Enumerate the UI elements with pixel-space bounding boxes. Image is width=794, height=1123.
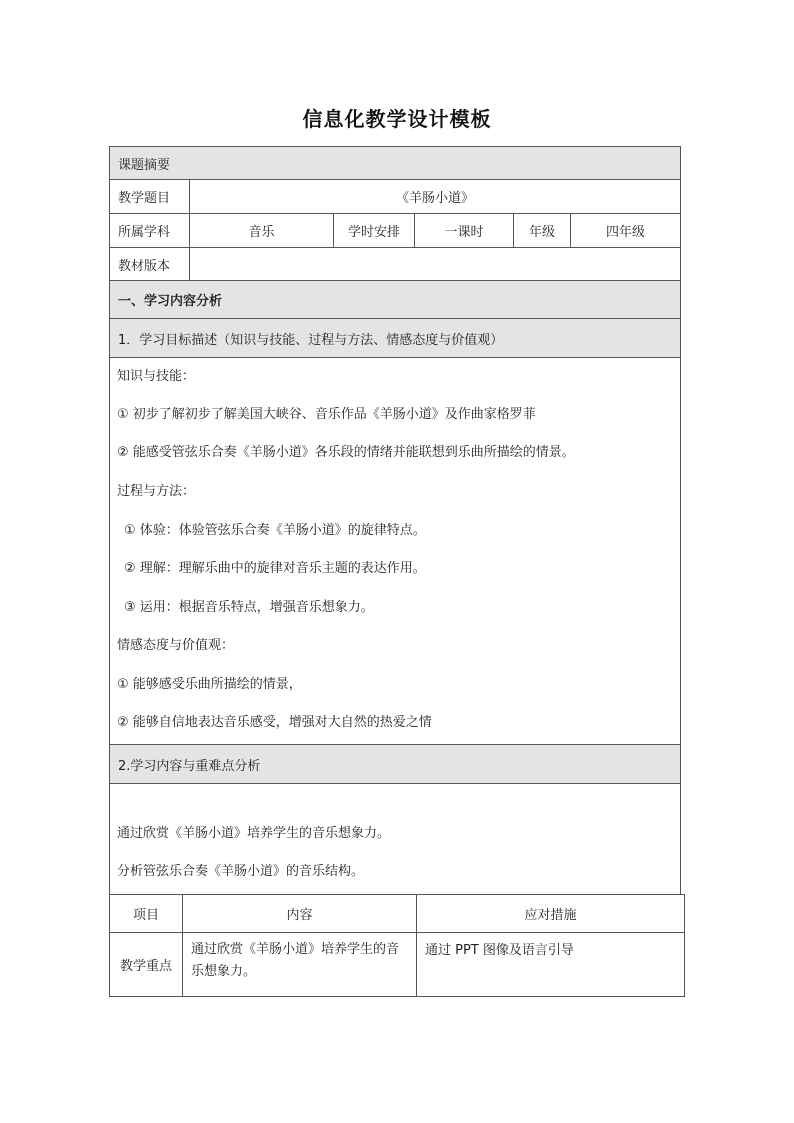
- subject-label: 所属学科: [109, 213, 190, 248]
- process-item-3: ③ 运用：根据音乐特点，增强音乐想象力。: [124, 600, 374, 615]
- summary-header: 课题摘要: [109, 146, 681, 180]
- knowledge-item-1: ① 初步了解初步了解美国大峡谷、音乐作品《羊肠小道》及作曲家格罗菲: [117, 407, 536, 422]
- topic-label: 教学题目: [109, 179, 190, 214]
- page-title: 信息化教学设计模板: [302, 107, 492, 131]
- emotion-item-1: ① 能够感受乐曲所描绘的情景，: [117, 677, 302, 692]
- knowledge-label: 知识与技能：: [117, 369, 196, 384]
- hours-value: 一课时: [414, 213, 514, 248]
- analysis-line-2: 分析管弦乐合奏《羊肠小道》的音乐结构。: [117, 864, 365, 879]
- process-item-1: ① 体验：体验管弦乐合奏《羊肠小道》的旋律特点。: [124, 523, 426, 538]
- table-cell-content: 通过欣赏《羊肠小道》培养学生的音乐想象力。: [182, 932, 417, 997]
- analysis-line-1: 通过欣赏《羊肠小道》培养学生的音乐想象力。: [117, 826, 391, 841]
- goals-header: 1．学习目标描述（知识与技能、过程与方法、情感态度与价值观）: [109, 318, 681, 358]
- subject-value: 音乐: [189, 213, 334, 248]
- emotion-item-2: ② 能够自信地表达音乐感受，增强对大自然的热爱之情: [117, 715, 432, 730]
- table-header-content: 内容: [182, 894, 417, 933]
- textbook-label: 教材版本: [109, 247, 190, 281]
- table-header-measures: 应对措施: [416, 894, 685, 933]
- section1-header: 一、学习内容分析: [109, 280, 681, 319]
- table-cell-measures: 通过 PPT 图像及语言引导: [416, 932, 685, 997]
- topic-value: 《羊肠小道》: [189, 179, 681, 214]
- process-label: 过程与方法：: [117, 484, 196, 499]
- hours-label: 学时安排: [333, 213, 415, 248]
- grade-value: 四年级: [570, 213, 681, 248]
- section2-header: 2.学习内容与重难点分析: [109, 744, 681, 784]
- grade-label: 年级: [513, 213, 571, 248]
- table-cell-item: 教学重点: [109, 932, 183, 997]
- knowledge-item-2: ② 能感受管弦乐合奏《羊肠小道》各乐段的情绪并能联想到乐曲所描绘的情景。: [117, 445, 575, 460]
- table-header-item: 项目: [109, 894, 183, 933]
- process-item-2: ② 理解：理解乐曲中的旋律对音乐主题的表达作用。: [124, 561, 426, 576]
- emotion-label: 情感态度与价值观：: [117, 638, 235, 653]
- textbook-value: [189, 247, 681, 281]
